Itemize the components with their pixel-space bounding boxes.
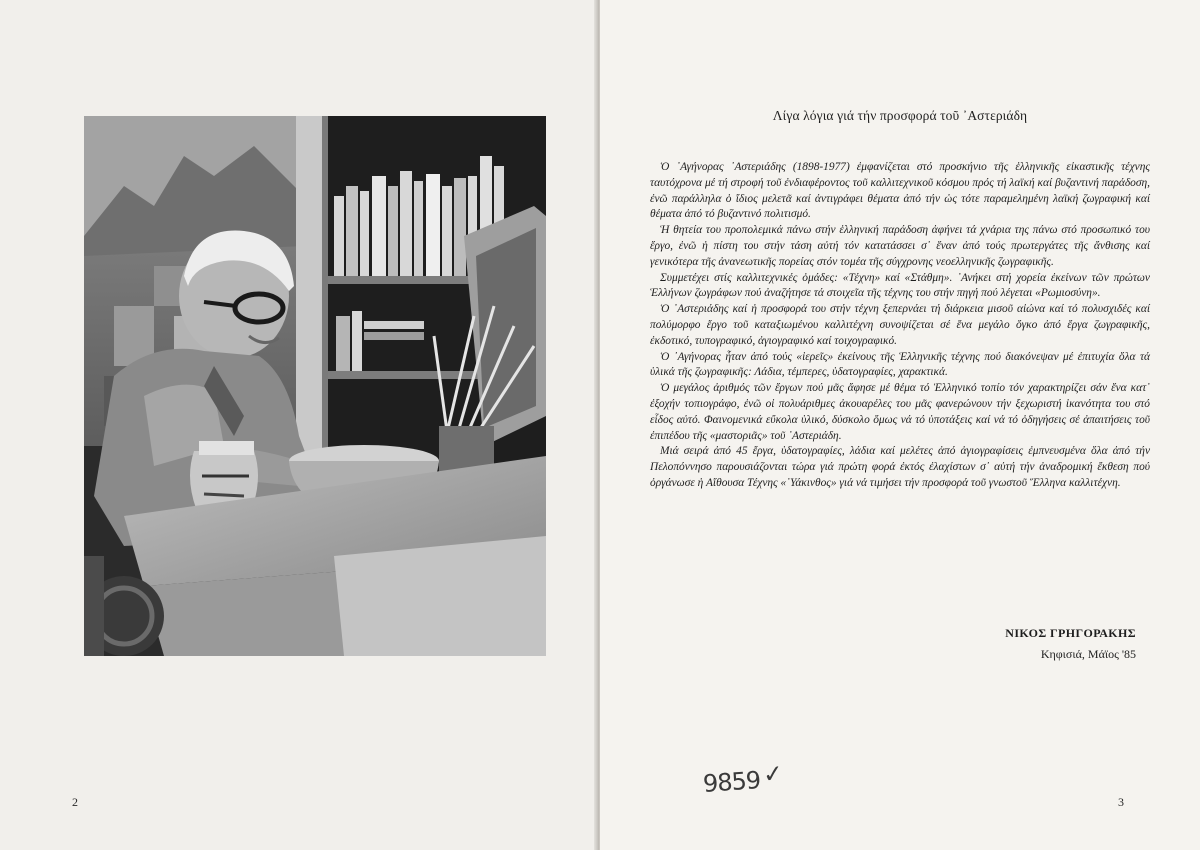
page-number-right: 3 (1118, 795, 1124, 809)
portrait-photo (84, 116, 546, 656)
paragraph-5: Ὁ ᾿Αγήνορας ἦταν ἀπό τούς «ἱερεῖς» ἐκείνους τῆς Ἑλληνικῆς τέχνης πού διακόνεψαν μέ ἐπιτυχία ὅλα τά ὑλικά τῆς ζωγραφικῆς: Λάδια, τέμπερες, ὑδατογραφίες, χαρακτικά. (650, 350, 1150, 379)
left-page (0, 0, 597, 850)
page-number-left: 2 (72, 795, 78, 809)
paragraph-3: Συμμετέχει στίς καλλιτεχνικές ὁμάδες: «Τέχνη» καί «Στάθμη». ᾿Ανήκει στή χορεία ἐκείνων τῶν πρώτων Ἑλλήνων ζωγράφων πού ἀναζήτησε τά στοιχεῖα τῆς τέχνης του στήν πηγή πού λέγεται «Ρωμιοσύνη». (650, 271, 1150, 300)
paragraph-6: Ὁ μεγάλος ἀριθμός τῶν ἔργων πού μᾶς ἄφησε μέ θέμα τό Ἑλληνικό τοπίο τόν χαρακτηρίζει σάν ἕνα κατ᾿ ἐξοχήν τοπιογράφο, ἐνῶ οἱ πολυάριθμες ἀκουαρέλες του μᾶς φανερώνουν τήν ξεχωριστή ἱκανότητα του στό εἶδος αὐτό. Φαινομενικά εὔκολα ὑλικό, δύσκολο ὅμως νά τό ὑποτάξεις καί νά τό ὁδηγήσεις σέ ἀπαιτήσεις τοῦ ἐπιπέδου τῆς «μαστοριᾶς» τοῦ ᾿Αστεριάδη. (650, 382, 1150, 442)
handwritten-number: 9859 (702, 766, 761, 798)
check-mark-icon: ✓ (761, 759, 785, 789)
paragraph-7: Μιά σειρά ἀπό 45 ἔργα, ὑδατογραφίες, λάδια καί μελέτες ἀπό ἁγιογραφίσεις ἐμπνευσμένα ὅλα ἀπό τήν Πελοπόννησο παρουσιάζονται τώρα γιά πρώτη φορά ἐκτός ἐλαχίστων σ᾿ αὐτή τήν ἀναδρομική ἔκθεση πού ὀργάνωσε ἡ Αἴθουσα Τέχνης «᾿Υάκινθος» γιά νά τιμήσει τήν προσφορά τοῦ γνωστοῦ Ἕλληνα καλλιτέχνη. (650, 445, 1150, 489)
signature-name: ΝΙΚΟΣ ΓΡΗΓΟΡΑΚΗΣ (1005, 626, 1136, 640)
photo-illustration (84, 116, 546, 656)
article-title: Λίγα λόγια γιά τήν προσφορά τοῦ ᾿Αστεριάδη (772, 108, 1028, 123)
show-through-footer (170, 772, 177, 804)
paragraph-2: Ἡ θητεία του προπολεμικά πάνω στήν ἑλληνική παράδοση ἀφήνει τά χνάρια της πάνω στό προσωπικό του ἔργο, ἐνῶ ἡ πίστη του στήν τάση αὐτή τόν κατατάσσει σ᾿ ἕναν ἀπό τούς πρωτεργάτες τῆς ἄνθισης καί γενικότερα τῆς ἀνανεωτικῆς πορείας στόν τομέα τῆς σύγχρονης νεοελληνικῆς ζωγραφικῆς. (650, 224, 1150, 268)
paragraph-4: Ὁ ᾿Αστεριάδης καί ἡ προσφορά του στήν τέχνη ξεπερνάει τή διάρκεια μισοῦ αἰώνα καί τό πολυσχιδές καί πολύμορφο ἔργο τοῦ καταξιωμένου καλλιτέχνη συνοψίζεται σέ ἕνα μεγάλο ὄγκο ἀπό ἔργα ζωγραφικῆς, ἐκδοτικό, τυπογραφικό, ἁγιογραφικό καί τοιχογραφικό. (650, 303, 1150, 347)
article (650, 108, 1150, 492)
paragraph-1: Ὁ ᾿Αγήνορας ᾿Αστεριάδης (1898-1977) ἐμφανίζεται στό προσκήνιο τῆς ἑλληνικῆς εἰκαστικῆς τέχνης ταυτόχρονα μέ τή στροφή τοῦ ἐνδιαφέροντος τοῦ καλλιτεχνικοῦ κόσμου πρός τή λαϊκή καί βυζαντινή παράδοση, ἐνῶ παράλληλα ὁ ἴδιος μελετᾶ καί ἀντιγράφει θέματα ἀπό τήν ὡς τότε παραμελημένη λαϊκή ζωγραφική καί θέματα ἀπό τό βυζαντινό πολιτισμό. (650, 161, 1150, 221)
signature-block (1005, 626, 1136, 662)
show-through-title (128, 56, 140, 90)
signature-place-date: Κηφισιά, Μάϊος '85 (1040, 647, 1136, 661)
